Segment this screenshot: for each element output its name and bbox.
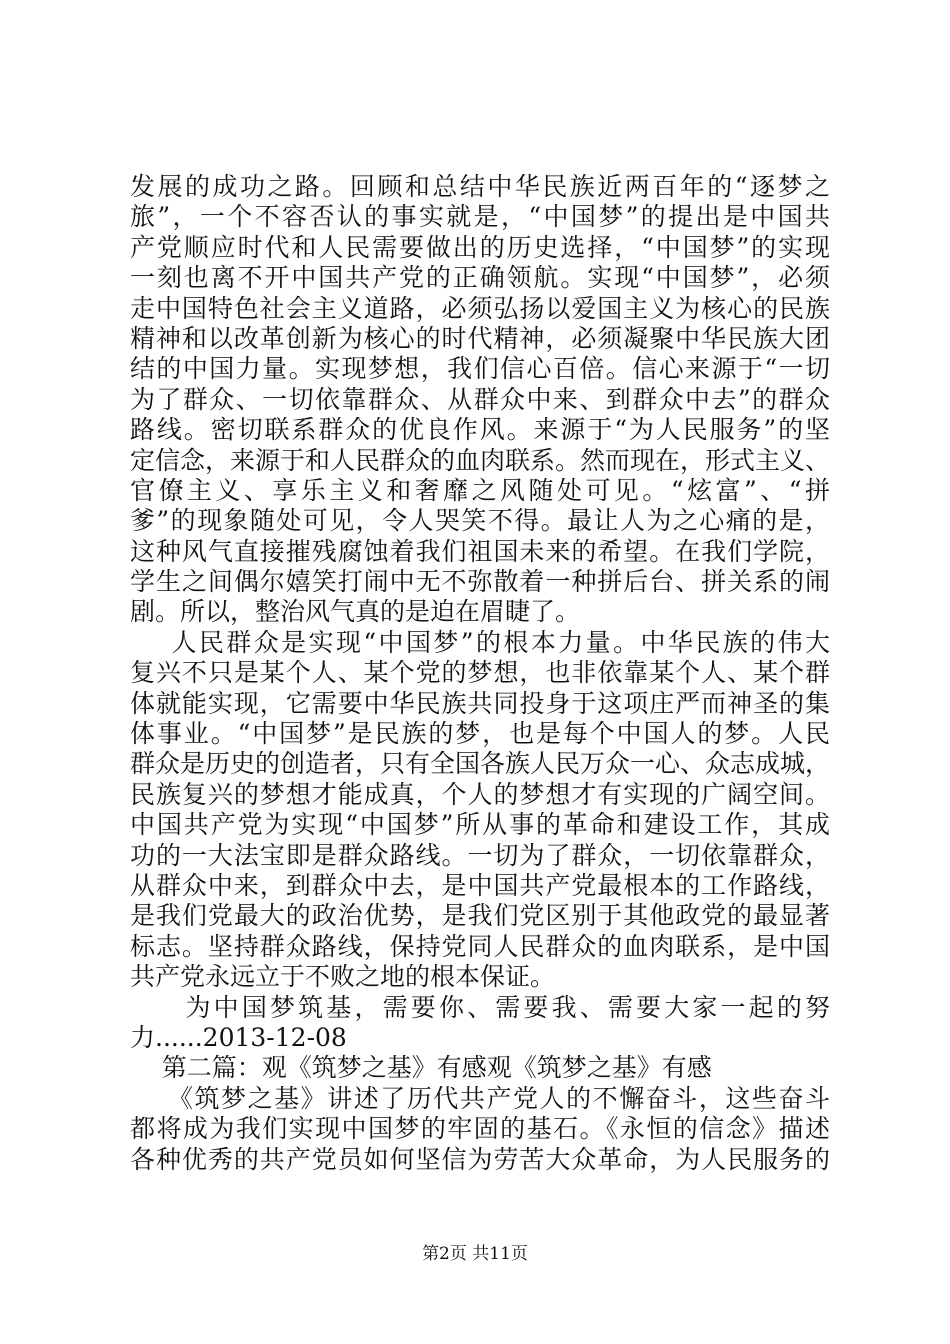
text-line: 是我们党最大的政治优势，是我们党区别于其他政党的最显著	[130, 901, 830, 931]
text-line: 体就能实现，它需要中华民族共同投身于这项庄严而神圣的集	[130, 688, 830, 718]
text-line: 学生之间偶尔嬉笑打闹中无不弥散着一种拼后台、拼关系的闹	[130, 567, 830, 597]
text-line: 走中国特色社会主义道路，必须弘扬以爱国主义为核心的民族	[130, 293, 830, 323]
text-line: 为中国梦筑基，需要你、需要我、需要大家一起的努	[130, 992, 830, 1022]
text-line: 复兴不只是某个人、某个党的梦想，也非依靠某个人、某个群	[130, 658, 830, 688]
text-line: 发展的成功之路。回顾和总结中华民族近两百年的“逐梦之	[130, 172, 830, 201]
text-line: 定信念，来源于和人民群众的血肉联系。然而现在，形式主义、	[130, 445, 831, 475]
text-line: 各种优秀的共产党员如何坚信为劳苦大众革命，为人民服务的	[130, 1144, 830, 1174]
text-line: 结的中国力量。实现梦想，我们信心百倍。信心来源于“一切	[130, 354, 830, 384]
text-line: 产党顺应时代和人民需要做出的历史选择，“中国梦”的实现	[130, 232, 830, 262]
text-line: 力......2013-12-08	[130, 1022, 347, 1052]
text-line: 旅”，一个不容否认的事实就是，“中国梦”的提出是中国共	[130, 202, 830, 232]
text-line: 这种风气直接摧残腐蚀着我们祖国未来的希望。在我们学院，	[130, 536, 830, 566]
text-line: 爹”的现象随处可见，令人哭笑不得。最让人为之心痛的是，	[130, 506, 830, 536]
text-line: 体事业。“中国梦”是民族的梦，也是每个中国人的梦。人民	[130, 719, 830, 749]
text-line: 第二篇：观《筑梦之基》有感观《筑梦之基》有感	[130, 1053, 712, 1083]
text-line: 剧。所以，整治风气真的是迫在眉睫了。	[130, 597, 581, 627]
text-line: 中国共产党为实现“中国梦”所从事的革命和建设工作，其成	[130, 810, 830, 840]
text-line: 标志。坚持群众路线，保持党同人民群众的血肉联系，是中国	[130, 931, 830, 961]
text-line: 官僚主义、享乐主义和奢靡之风随处可见。“炫富”、“拼	[130, 475, 830, 505]
text-line: 功的一大法宝即是群众路线。一切为了群众，一切依靠群众，	[130, 840, 830, 870]
text-line: 精神和以改革创新为核心的时代精神，必须凝聚中华民族大团	[130, 323, 830, 353]
text-line: 为了群众、一切依靠群众、从群众中来、到群众中去”的群众	[130, 384, 830, 414]
text-line: 从群众中来，到群众中去，是中国共产党最根本的工作路线，	[130, 870, 830, 900]
text-line: 共产党永远立于不败之地的根本保证。	[130, 962, 556, 992]
page-number: 第2页 共11页	[422, 1244, 528, 1264]
text-line: 人民群众是实现“中国梦”的根本力量。中华民族的伟大	[130, 627, 830, 657]
text-line: 民族复兴的梦想才能成真，个人的梦想才有实现的广阔空间。	[130, 779, 830, 809]
body-text	[130, 172, 830, 1175]
text-line: 群众是历史的创造者，只有全国各族人民万众一心、众志成城，	[130, 749, 831, 779]
text-line: 《筑梦之基》讲述了历代共产党人的不懈奋斗，这些奋斗	[130, 1083, 830, 1113]
text-line: 路线。密切联系群众的优良作风。来源于“为人民服务”的坚	[130, 415, 830, 445]
text-line: 都将成为我们实现中国梦的牢固的基石。《永恒的信念》描述	[130, 1114, 830, 1144]
text-line: 一刻也离不开中国共产党的正确领航。实现“中国梦”，必须	[130, 263, 830, 293]
